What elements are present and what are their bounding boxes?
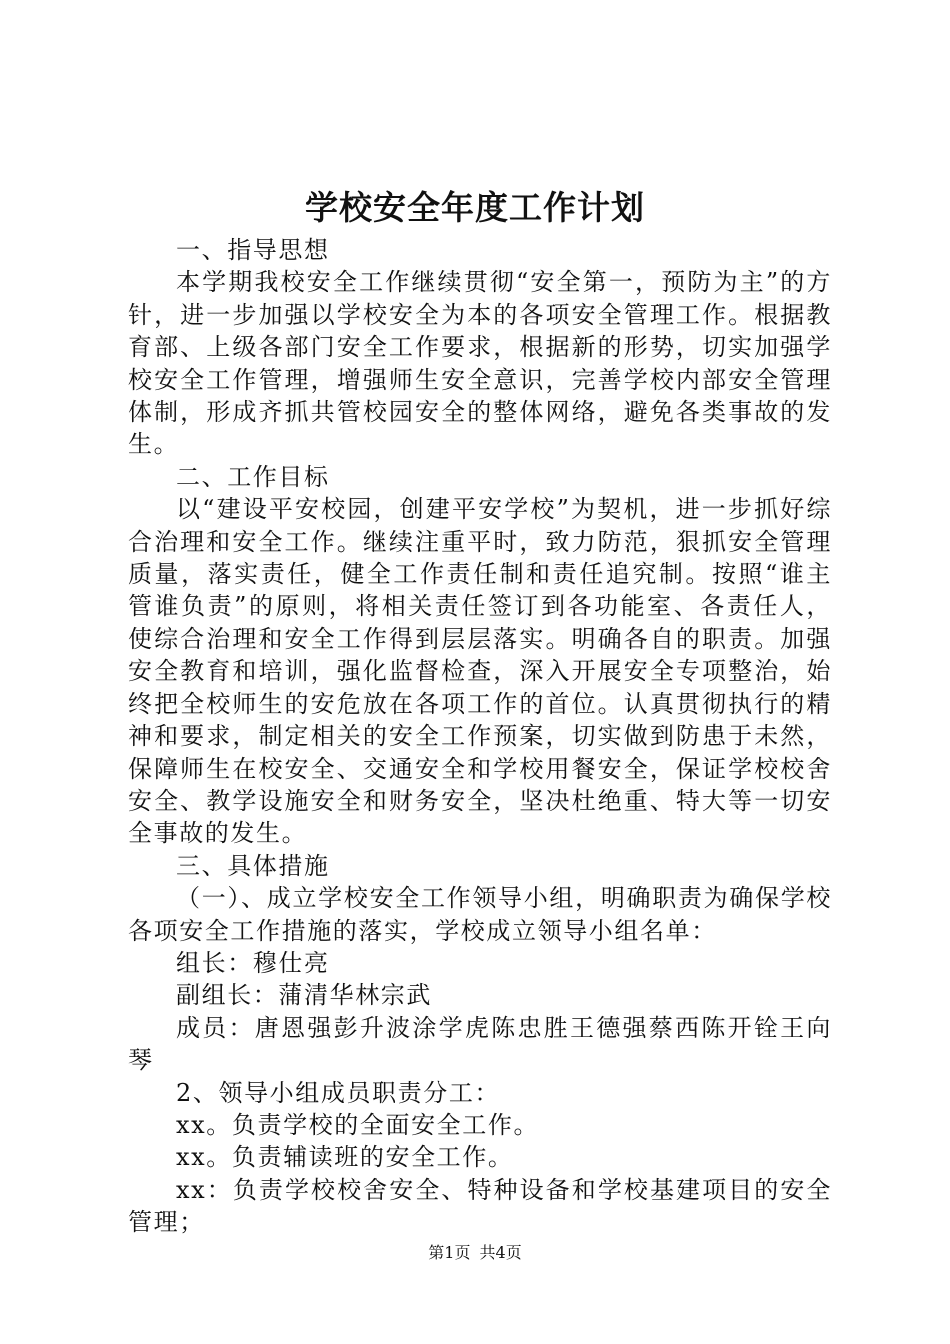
paragraph-guiding-ideology: 本学期我校安全工作继续贯彻“安全第一，预防为主”的方针，进一步加强以学校安全为本的各项安全管理工作。根据教育部、上级各部门安全工作要求，根据新的形势，切实加强学校安全工作管理，增强师生安全意识，完善学校内部安全管理体制，形成齐抓共管校园安全的整体网络，避免各类事故的发生。 (128, 268, 832, 459)
paragraph-duty-division: 2、领导小组成员职责分工： (176, 1078, 501, 1107)
page-footer (0, 1242, 950, 1264)
page-number: 第1页 (428, 1243, 471, 1262)
paragraph-leading-group: （一）、成立学校安全工作领导小组，明确职责为确保学校各项安全工作措施的落实，学校成立领导小组名单： (128, 884, 832, 945)
paragraph-duty-item: xx：负责学校校舍安全、特种设备和学校基建项目的安全管理； (128, 1175, 832, 1237)
paragraph-group-leader: 组长：穆仕亮 (176, 948, 330, 977)
paragraph-members: 成员：唐恩强彭升波涂学虎陈忠胜王德强蔡西陈开铨王向琴 (128, 1013, 832, 1075)
section-heading-guiding-ideology: 一、指导思想 (176, 236, 330, 264)
page-total: 共4页 (479, 1243, 522, 1262)
document-body (128, 234, 832, 1239)
paragraph-duty-item: xx。负责辅读班的安全工作。 (176, 1143, 514, 1172)
paragraph-deputy-leader: 副组长：蒲清华林宗武 (176, 981, 432, 1010)
section-heading-specific-measures: 三、具体措施 (176, 851, 330, 880)
paragraph-work-goals: 以“建设平安校园，创建平安学校”为契机，进一步抓好综合治理和安全工作。继续注重平时，致力防范，狠抓安全管理质量，落实责任，健全工作责任制和责任追究制。按照“谁主管谁负责”的原则，将相关责任签订到各功能室、各责任人，使综合治理和安全工作得到层层落实。明确各自的职责。加强安全教育和培训，强化监督检查，深入开展安全专项整治，始终把全校师生的安危放在各项工作的首位。认真贯彻执行的精神和要求，制定相关的安全工作预案，切实做到防患于未然，保障师生在校安全、交通安全和学校用餐安全，保证学校校舍安全、教学设施安全和财务安全，坚决杜绝重、特大等一切安全事故的发生。 (128, 495, 832, 848)
section-heading-work-goals: 二、工作目标 (176, 462, 330, 491)
document-title: 学校安全年度工作计划 (305, 188, 645, 227)
paragraph-duty-item: xx。负责学校的全面安全工作。 (176, 1110, 540, 1139)
